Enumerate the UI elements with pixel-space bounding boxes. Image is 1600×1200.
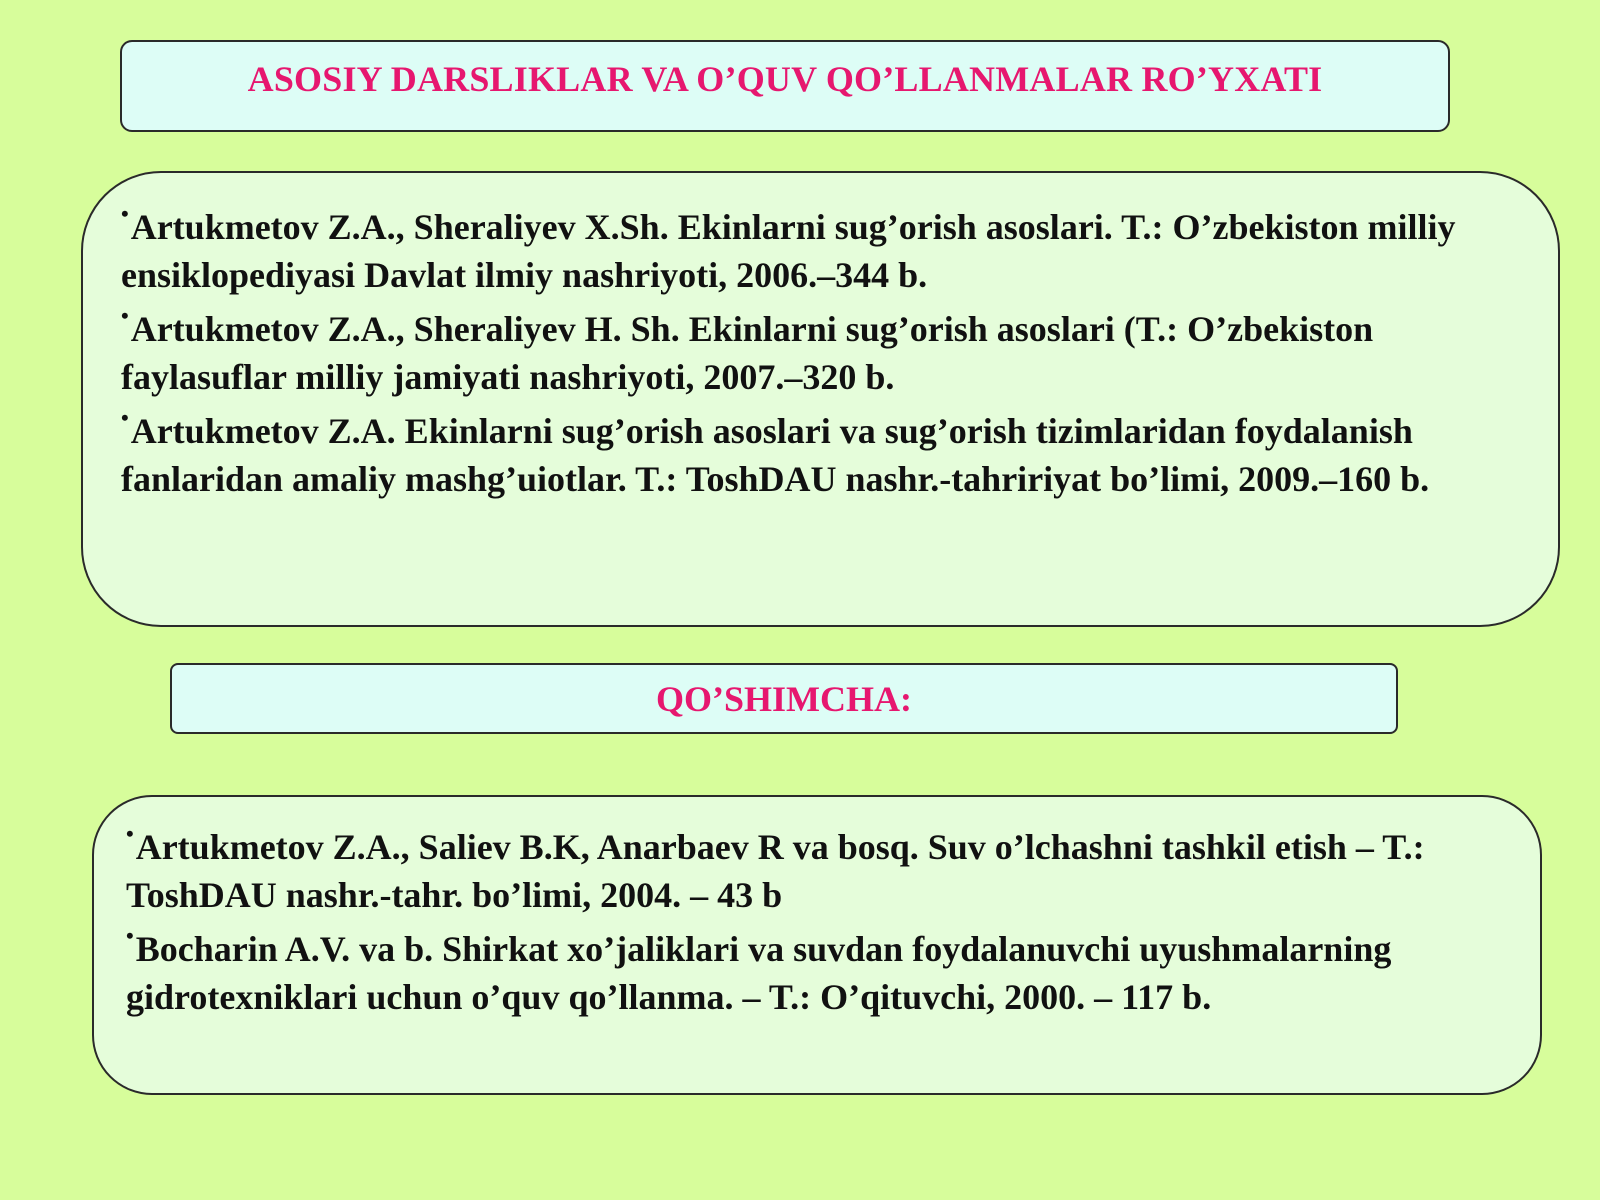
additional-references-panel [92, 795, 1542, 1095]
page-title: ASOSIY DARSLIKLAR VA O’QUV QO’LLANMALAR RO’YXATI [247, 59, 1323, 99]
reference-text: Bocharin A.V. va b. Shirkat xo’jaliklari va suvdan foydalanuvchi uyushmalarning gidrotexniklari uchun o’quv qo’llanma. – T.: O’qituvchi, 2000. – 117 b. [126, 929, 1392, 1017]
title-banner [120, 40, 1450, 132]
reference-item: •Bocharin A.V. va b. Shirkat xo’jaliklari va suvdan foydalanuvchi uyushmalarning gidrotexniklari uchun o’quv qo’llanma. – T.: O’qituvchi, 2000. – 117 b. [126, 923, 1392, 1017]
reference-text: Artukmetov Z.A. Ekinlarni sug’orish asoslari va sug’orish tizimlaridan foydalanish fanlaridan amaliy mashg’uiotlar. T.: ToshDAU nashr.-tahririyat bo’limi, 2009.–160 b. [121, 411, 1430, 499]
additional-references-list [126, 823, 1510, 1021]
additional-title: QO’SHIMCHA: [656, 678, 912, 719]
reference-text: Artukmetov Z.A., Sheraliyev H. Sh. Ekinlarni sug’orish asoslari (T.: O’zbekiston faylasuflar milliy jamiyati nashriyoti, 2007.–320 b. [121, 309, 1374, 397]
main-references-list [121, 203, 1524, 503]
reference-item: •Artukmetov Z.A., Sheraliyev X.Sh. Ekinlarni sug’orish asoslari. T.: O’zbekiston milliy ensiklopediyasi Davlat ilmiy nashriyoti, 2006.–344 b. [121, 201, 1456, 295]
main-references-panel [81, 171, 1560, 627]
reference-item: •Artukmetov Z.A., Saliev B.K, Anarbaev R va bosq. Suv o’lchashni tashkil etish – T.: ToshDAU nashr.-tahr. bo’limi, 2004. – 43 b [126, 821, 1425, 915]
reference-text: Artukmetov Z.A., Sheraliyev X.Sh. Ekinlarni sug’orish asoslari. T.: O’zbekiston milliy ensiklopediyasi Davlat ilmiy nashriyoti, 2006.–344 b. [121, 207, 1456, 295]
additional-banner [170, 663, 1398, 734]
reference-text: Artukmetov Z.A., Saliev B.K, Anarbaev R va bosq. Suv o’lchashni tashkil etish – T.: ToshDAU nashr.-tahr. bo’limi, 2004. – 43 b [126, 827, 1425, 915]
reference-item: •Artukmetov Z.A. Ekinlarni sug’orish asoslari va sug’orish tizimlaridan foydalanish fanlaridan amaliy mashg’uiotlar. T.: ToshDAU nashr.-tahririyat bo’limi, 2009.–160 b. [121, 405, 1430, 499]
reference-item: •Artukmetov Z.A., Sheraliyev H. Sh. Ekinlarni sug’orish asoslari (T.: O’zbekiston faylasuflar milliy jamiyati nashriyoti, 2007.–320 b. [121, 303, 1374, 397]
